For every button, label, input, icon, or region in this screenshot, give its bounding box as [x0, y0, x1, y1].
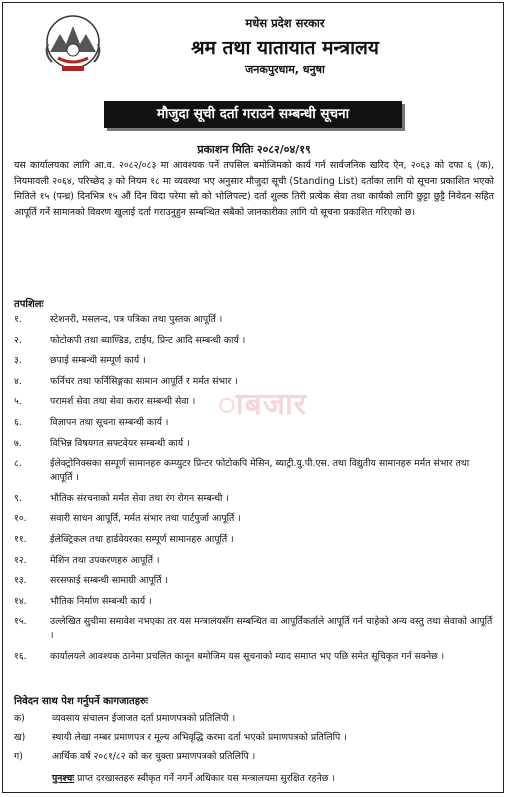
list-item-number: १६.	[14, 650, 27, 662]
list-item-text: छपाई सम्बन्धी सम्पूर्ण कार्य ।	[50, 355, 146, 367]
list-item-text: फर्निचर तथा फर्निसिङ्गका सामान आपूर्ति र मर्मत संभार ।	[50, 375, 238, 387]
list-item	[14, 437, 494, 451]
list-item-number: ११.	[14, 533, 27, 545]
list-item	[14, 313, 494, 327]
list-item-text: स्टेशनरी, मसलन्द, पत्र पत्रिका तथा पुस्तक आपूर्ति ।	[50, 314, 223, 325]
list-item	[14, 615, 494, 643]
list-item-text: ईलेक्ट्रिकल तथा हार्डवेयरका सम्पूर्ण सामानहरु आपूर्ति ।	[50, 533, 234, 545]
notice-title: मौजुदा सूची दर्ता गराउने सम्बन्धी सूचना	[104, 101, 402, 128]
list-item-number: ६.	[14, 416, 22, 428]
watermark: ाबजार	[218, 387, 308, 422]
document-item-text: स्थायी लेखा नम्बर प्रमाणपत्र र मूल्य अभिवृद्धि करमा दर्ता भएको प्रमाणपत्रको प्रतिलिपि ।	[52, 731, 347, 743]
list-item-number: १.	[14, 314, 22, 325]
list-item-text: फोटोकपी तथा ब्याण्डिड, टाईप, प्रिन्ट आदि सम्बन्धी कार्य ।	[50, 334, 246, 346]
document-item-number: ख)	[14, 731, 26, 743]
list-item-text: कार्यालयले आवश्यक ठानेमा प्रचलित कानून बमोजिम यस सूचनाको म्याद समाप्त भए पछि समेत सूचिकृत गर्न सक्नेछ ।	[50, 650, 445, 662]
document-item-text: आर्थिक वर्ष २०८१/८२ को कर चुक्ता प्रमाणपत्रको प्रतिलिपि ।	[52, 750, 256, 762]
list-item	[14, 512, 494, 526]
list-item-number: ८.	[14, 458, 22, 470]
document-item-text: व्यवसाय संचालन ईजाजत दर्ता प्रमाणपत्रको प्रतिलिपी ।	[52, 713, 236, 724]
list-item	[14, 650, 494, 664]
list-item	[14, 595, 494, 609]
documents-list	[14, 712, 494, 768]
postscript-text: प्राप्त दरखास्तहरु स्वीकृत गर्ने नगर्ने अधिकार यस मन्त्रालयमा सुरक्षित रहनेछ ।	[74, 773, 335, 784]
document-item	[14, 750, 494, 764]
list-item-number: १४.	[14, 595, 27, 607]
list-item-text: मेशिन तथा उपकरणहरु आपूर्ति ।	[50, 554, 160, 566]
list-item	[14, 375, 494, 389]
list-item-number: १०.	[14, 513, 27, 525]
document-item	[14, 731, 494, 745]
postscript	[52, 771, 335, 784]
list-item-text: ईलेक्ट्रोनिक्सका सम्पूर्ण सामानहरु कम्प्युटर प्रिन्टर फोटोकपि मेसिन, ब्याट्री.यु.पी.एस. तथा विद्युतीय सामानहरु मर्मत संभार तथा आपूर्ति ।	[50, 458, 470, 484]
list-item-text: विभिन्न विषयगत सफ्टवेयर सम्बन्धी कार्य ।	[50, 437, 190, 449]
list-item-text: भौतिक निर्माण सम्बन्धी कार्य ।	[50, 595, 152, 607]
list-item	[14, 334, 494, 348]
list-item	[14, 395, 494, 409]
list-item	[14, 354, 494, 368]
list-item-number: १५.	[14, 616, 27, 628]
document-item-number: क)	[14, 713, 25, 724]
list-item	[14, 533, 494, 547]
list-item-text: भौतिक संरचनाको मर्मत सेवा तथा रंग रोगन सम्बन्धी ।	[50, 492, 229, 504]
list-item-number: ९.	[14, 492, 22, 504]
list-item-number: ७.	[14, 437, 22, 449]
government-name: मधेस प्रदेश सरकार	[245, 16, 325, 30]
document-item-number: ग)	[14, 750, 23, 762]
list-item-number: ५.	[14, 396, 22, 408]
postscript-label: पुनश्चः	[52, 773, 75, 784]
list-item-text: विज्ञापन तथा सूचना सम्बन्धी कार्य ।	[50, 416, 169, 428]
details-list	[14, 313, 494, 671]
list-item-text: परामर्श सेवा तथा सेवा करार सम्बन्धी सेवा ।	[50, 396, 196, 408]
details-heading: तपशिलः	[14, 299, 44, 310]
list-item-text: उल्लेखित सुचीमा समावेश नभएका तर यस मन्त्रालयसँग सम्बन्धित वा आपूर्तिकर्ताले आपूर्ति गर्न चाहेको अन्य वस्तु तथा सेवाको आपूर्ति ।	[50, 616, 493, 642]
list-item-text: सवारी साधन आपूर्ति, मर्मत संभार तथा पार्टपुर्जा आपूर्ति ।	[50, 513, 241, 525]
ministry-name: श्रम तथा यातायात मन्त्रालय	[191, 37, 379, 59]
list-item	[14, 416, 494, 430]
publication-date: प्रकाशन मितिः २०८२/०४/१९	[197, 143, 311, 156]
list-item	[14, 457, 494, 485]
list-item-number: १२.	[14, 554, 27, 566]
list-item-text: सरसफाई सम्बन्धी सामाग्री आपूर्ति ।	[50, 575, 168, 587]
list-item-number: ३.	[14, 355, 22, 367]
location: जनकपुरधाम, धनुषा	[245, 63, 325, 76]
list-item	[14, 554, 494, 568]
list-item	[14, 492, 494, 506]
list-item	[14, 574, 494, 588]
list-item-number: १३.	[14, 575, 27, 587]
docs-heading: निवेदन साथ पेश गर्नुपर्ने कागजातहरुः	[14, 696, 149, 707]
list-item-number: २.	[14, 334, 22, 346]
intro-paragraph: यस कार्यालयका लागि आ.व. २०८२/०८३ मा आवश्यक पर्ने तपसिल बमोजिमको कार्य गर्न सार्वजनिक खरिद ऐन, २०६३ को दफा ६ (क), नियमावली २०६४, परिच्छेद ३ को नियम १८ मा व्यवस्था भए अनुसार मौजुदा सूची (Standing List) दर्ताका लागि यो सूचना प्रकाशित भएको मितिले १५ (पन्ध्र) दिनभित्र १५ औं दिन विदा परेमा सो को भोलिपल्ट) दर्ता शुल्क तिरी प्रत्येक सेवा तथा कार्यको लागि छुट्टा छुट्टै निवेदन सहित आपूर्ति गर्ने सामानको विवरण खुलाई दर्ता गराउनुहुन सम्बन्धित सबैको जानकारीका लागि यो सूचना प्रकाशित गरिएको छ।	[14, 160, 494, 218]
document-item	[14, 712, 494, 726]
nepal-government-emblem-icon	[38, 14, 108, 74]
list-item-number: ४.	[14, 375, 22, 387]
